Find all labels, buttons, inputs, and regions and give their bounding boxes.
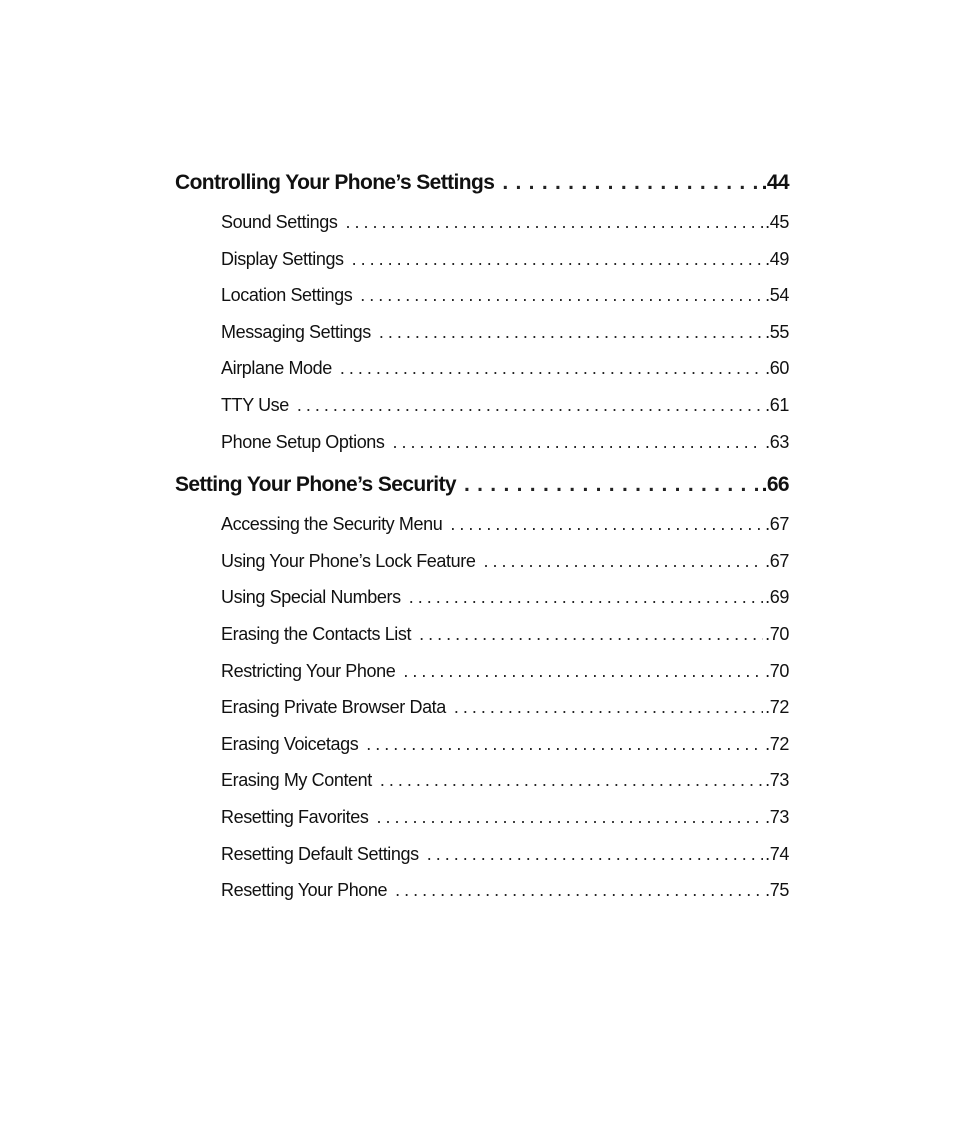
toc-entry-label: Resetting Favorites bbox=[221, 806, 369, 827]
toc-heading-page: .66 bbox=[761, 473, 789, 497]
dot-leader bbox=[352, 241, 764, 278]
toc-entry-page: .73 bbox=[765, 806, 789, 827]
toc-entry-page: .75 bbox=[765, 880, 789, 901]
toc-entry-label: Resetting Default Settings bbox=[221, 843, 419, 864]
toc-entry-label: Erasing the Contacts List bbox=[221, 623, 412, 644]
dot-leader bbox=[379, 314, 763, 351]
toc-entry-page: .69 bbox=[765, 587, 789, 608]
toc-entry[interactable] bbox=[175, 653, 789, 690]
toc-entry[interactable] bbox=[175, 387, 789, 424]
toc-heading[interactable] bbox=[175, 166, 789, 200]
dot-leader bbox=[380, 762, 763, 799]
toc-heading-title: Setting Your Phone’s Security bbox=[175, 473, 456, 497]
dot-leader bbox=[427, 836, 763, 873]
toc-entry-label: Resetting Your Phone bbox=[221, 880, 388, 901]
dot-leader bbox=[366, 726, 763, 763]
dot-leader bbox=[297, 387, 763, 424]
toc-entry[interactable] bbox=[175, 726, 789, 763]
dot-leader bbox=[419, 616, 763, 653]
dot-leader bbox=[454, 689, 763, 726]
toc-entry-page: .45 bbox=[765, 212, 789, 232]
toc-entry-page: .63 bbox=[765, 431, 789, 452]
toc-entry-page: .54 bbox=[765, 285, 789, 306]
toc-section-security bbox=[175, 468, 789, 909]
toc-entry-page: .74 bbox=[765, 843, 789, 864]
toc-entry-label: Sound Settings bbox=[221, 212, 338, 232]
dot-leader bbox=[483, 543, 763, 580]
dot-leader bbox=[340, 350, 763, 387]
toc-heading-page: .44 bbox=[761, 171, 789, 194]
dot-leader bbox=[346, 204, 764, 241]
dot-leader bbox=[464, 468, 760, 502]
toc-entry-page: .61 bbox=[765, 394, 789, 415]
toc-entry[interactable] bbox=[175, 350, 789, 387]
toc-entry-page: .67 bbox=[765, 514, 789, 535]
toc-entry-label: Using Your Phone’s Lock Feature bbox=[221, 550, 476, 571]
toc-entry-page: .67 bbox=[765, 550, 789, 571]
table-of-contents bbox=[175, 166, 789, 909]
toc-entry-page: .60 bbox=[765, 358, 789, 379]
toc-entry[interactable] bbox=[175, 314, 789, 351]
toc-entry-label: Erasing My Content bbox=[221, 770, 372, 791]
dot-leader bbox=[360, 277, 763, 314]
toc-entry[interactable] bbox=[175, 241, 789, 278]
toc-heading-title: Controlling Your Phone’s Settings bbox=[175, 171, 495, 194]
toc-entry-label: Location Settings bbox=[221, 285, 353, 306]
toc-entry[interactable] bbox=[175, 799, 789, 836]
toc-entry-label: Erasing Voicetags bbox=[221, 733, 359, 754]
dot-leader bbox=[395, 872, 763, 909]
dot-leader bbox=[403, 653, 763, 690]
toc-entry-label: Erasing Private Browser Data bbox=[221, 697, 446, 718]
toc-entry[interactable] bbox=[175, 762, 789, 799]
toc-section-settings bbox=[175, 166, 789, 460]
dot-leader bbox=[450, 506, 763, 543]
toc-entry-page: .72 bbox=[765, 697, 789, 718]
toc-entry-label: Messaging Settings bbox=[221, 321, 371, 342]
toc-entry-page: .55 bbox=[765, 321, 789, 342]
toc-entry-label: Restricting Your Phone bbox=[221, 660, 396, 681]
toc-entry[interactable] bbox=[175, 689, 789, 726]
toc-entry-page: .73 bbox=[765, 770, 789, 791]
dot-leader bbox=[393, 424, 764, 461]
toc-entry[interactable] bbox=[175, 579, 789, 616]
toc-entry-label: Phone Setup Options bbox=[221, 431, 385, 452]
toc-entry[interactable] bbox=[175, 543, 789, 580]
toc-entry[interactable] bbox=[175, 872, 789, 909]
toc-entry-page: .70 bbox=[765, 623, 789, 644]
toc-entry-label: Using Special Numbers bbox=[221, 587, 401, 608]
toc-entry-label: Accessing the Security Menu bbox=[221, 514, 443, 535]
toc-entry-label: TTY Use bbox=[221, 394, 289, 415]
dot-leader bbox=[409, 579, 763, 616]
dot-leader bbox=[502, 166, 759, 200]
toc-entry[interactable] bbox=[175, 424, 789, 461]
toc-entry[interactable] bbox=[175, 277, 789, 314]
toc-entry[interactable] bbox=[175, 204, 789, 241]
toc-entry-page: .70 bbox=[765, 660, 789, 681]
toc-entry-page: .72 bbox=[765, 733, 789, 754]
toc-entry-label: Airplane Mode bbox=[221, 358, 332, 379]
toc-entry[interactable] bbox=[175, 836, 789, 873]
dot-leader bbox=[376, 799, 763, 836]
toc-heading[interactable] bbox=[175, 468, 789, 502]
toc-entry-label: Display Settings bbox=[221, 248, 344, 269]
toc-entry[interactable] bbox=[175, 616, 789, 653]
toc-entry[interactable] bbox=[175, 506, 789, 543]
toc-entry-page: .49 bbox=[765, 248, 789, 269]
